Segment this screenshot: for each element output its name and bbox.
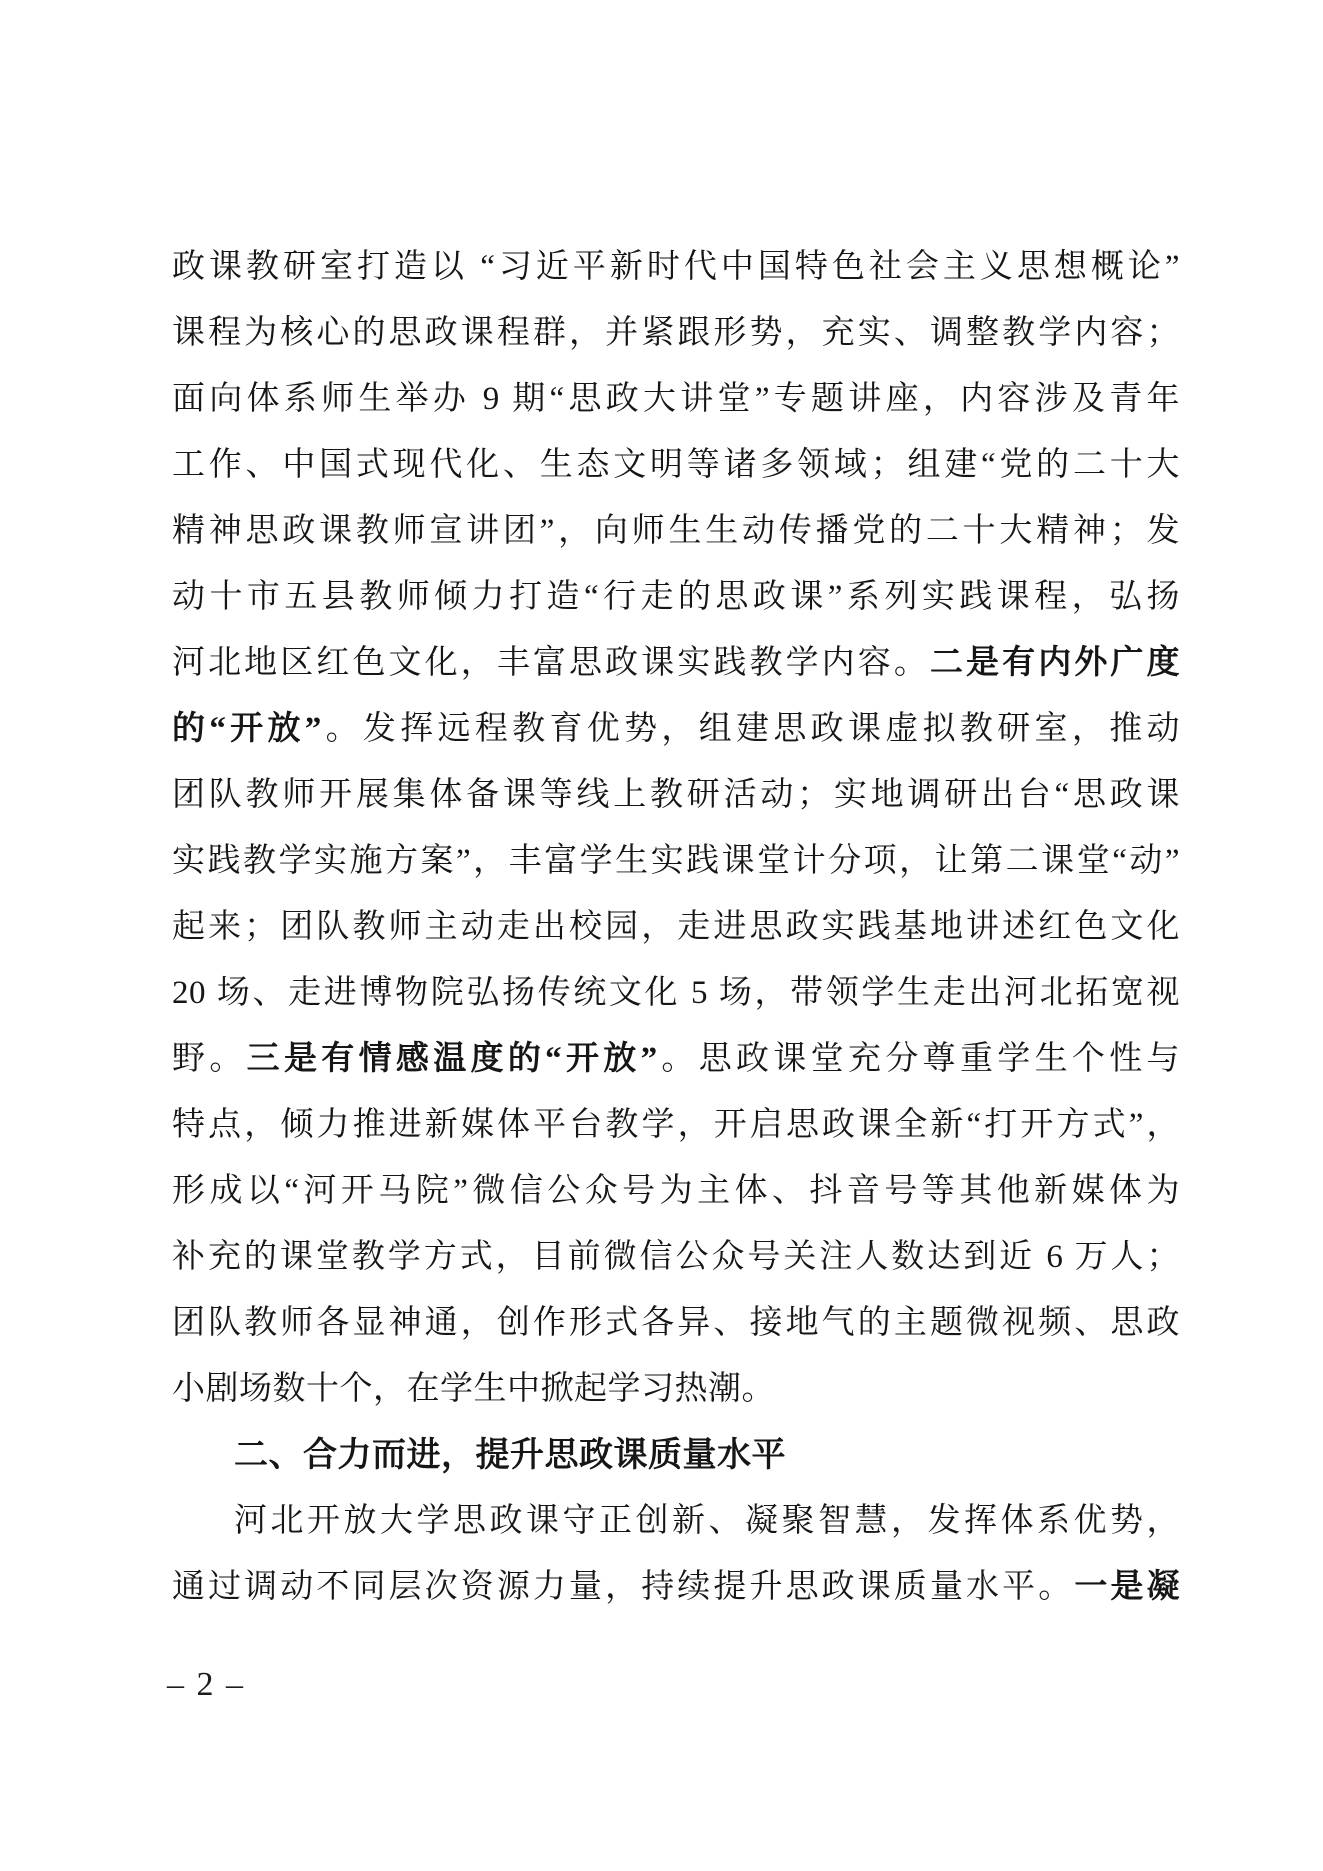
- emphasis-text: 的“开放”: [172, 711, 322, 747]
- body-text: 团队教师开展集体备课等线上教研活动；实地调研出台“思政课: [172, 777, 1180, 813]
- body-text: 小剧场数十个，在学生中掀起学习热潮。: [172, 1371, 775, 1407]
- body-text: 政课教研室打造以 “习近平新时代中国特色社会主义思想概论”: [172, 249, 1180, 285]
- text-line: [172, 498, 1180, 564]
- body-text: 精神思政课教师宣讲团”，向师生生动传播党的二十大精神；发: [172, 513, 1180, 549]
- body-text: 形成以“河开马院”微信公众号为主体、抖音号等其他新媒体为: [172, 1173, 1180, 1209]
- text-line: [172, 1092, 1180, 1158]
- body-text: 课程为核心的思政课程群，并紧跟形势，充实、调整教学内容；: [172, 315, 1180, 351]
- text-line: [172, 1488, 1180, 1554]
- body-text: 面向体系师生举办 9 期“思政大讲堂”专题讲座，内容涉及青年: [172, 381, 1180, 417]
- emphasis-text: 二、合力而进，提升思政课质量水平: [234, 1436, 786, 1474]
- text-line: [172, 564, 1180, 630]
- body-text: 起来；团队教师主动走出校园，走进思政实践基地讲述红色文化: [172, 909, 1180, 945]
- document-body: [172, 234, 1180, 1620]
- body-text: 河北地区红色文化，丰富思政课实践教学内容。: [172, 645, 930, 681]
- text-line: [172, 1356, 1180, 1422]
- text-line: [172, 1554, 1180, 1620]
- body-text: 。思政课堂充分尊重学生个性与: [657, 1041, 1181, 1077]
- body-text: 20 场、走进博物院弘扬传统文化 5 场，带领学生走出河北拓宽视: [172, 975, 1180, 1011]
- body-text: 通过调动不同层次资源力量，持续提升思政课质量水平。: [172, 1569, 1075, 1605]
- text-line: [172, 1158, 1180, 1224]
- body-text: 补充的课堂教学方式，目前微信公众号关注人数达到近 6 万人；: [172, 1239, 1180, 1275]
- body-text: 特点，倾力推进新媒体平台教学，开启思政课全新“打开方式”，: [172, 1107, 1180, 1143]
- text-line: [172, 960, 1180, 1026]
- text-line: [172, 1224, 1180, 1290]
- text-line: [172, 366, 1180, 432]
- page-number: – 2 –: [167, 1666, 245, 1703]
- text-line: [172, 1290, 1180, 1356]
- text-line: [172, 696, 1180, 762]
- text-line: [172, 432, 1180, 498]
- body-text: 团队教师各显神通，创作形式各异、接地气的主题微视频、思政: [172, 1305, 1180, 1341]
- text-line: [172, 234, 1180, 300]
- emphasis-text: 一是凝: [1074, 1569, 1181, 1605]
- text-line: [172, 762, 1180, 828]
- text-line: [172, 828, 1180, 894]
- section-heading: [172, 1422, 1180, 1488]
- text-line: [172, 630, 1180, 696]
- body-text: 动十市五县教师倾力打造“行走的思政课”系列实践课程，弘扬: [172, 579, 1180, 615]
- text-line: [172, 894, 1180, 960]
- emphasis-text: 二是有内外广度: [929, 645, 1181, 681]
- body-text: 工作、中国式现代化、生态文明等诸多领域；组建“党的二十大: [172, 447, 1180, 483]
- text-line: [172, 1026, 1180, 1092]
- body-text: 野。: [172, 1041, 247, 1077]
- emphasis-text: 三是有情感温度的“开放”: [246, 1041, 658, 1077]
- body-text: 河北开放大学思政课守正创新、凝聚智慧，发挥体系优势，: [234, 1503, 1180, 1539]
- body-text: 实践教学实施方案”，丰富学生实践课堂计分项，让第二课堂“动”: [172, 843, 1180, 879]
- body-text: 。发挥远程教育优势，组建思政课虚拟教研室，推动: [321, 711, 1181, 747]
- text-line: [172, 300, 1180, 366]
